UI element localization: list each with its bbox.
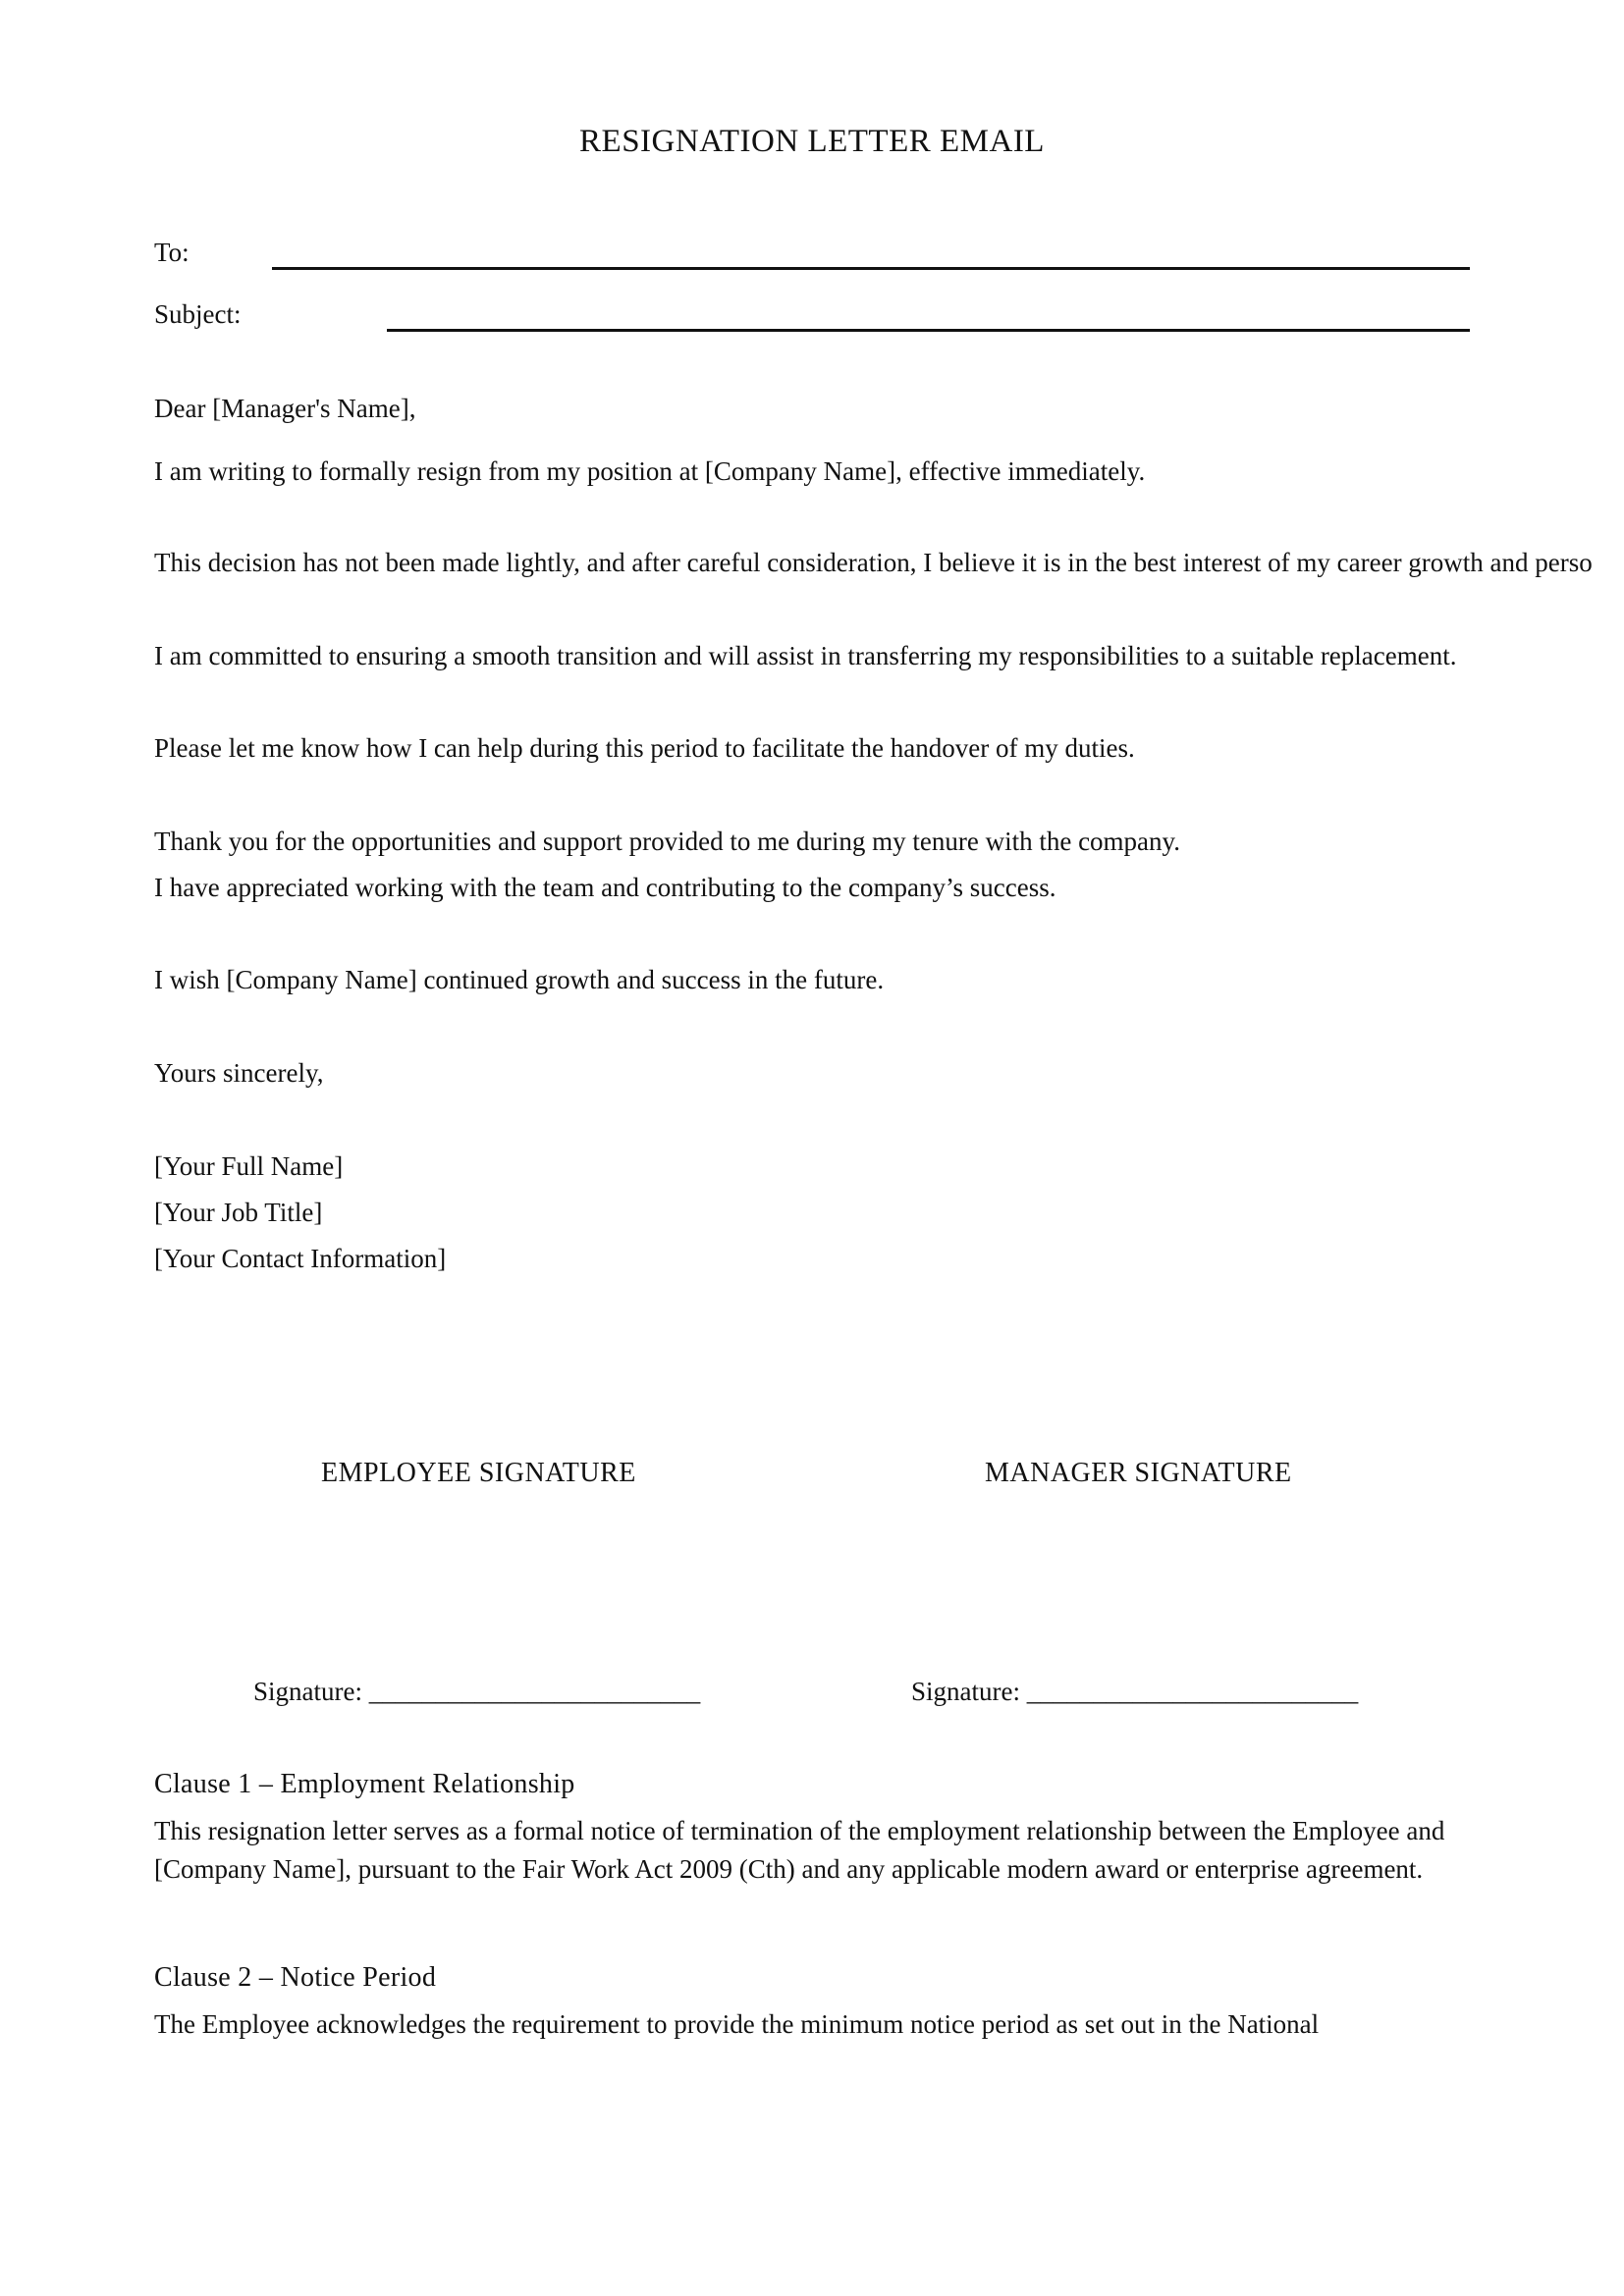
to-field-line[interactable] xyxy=(272,267,1470,270)
closing: Yours sincerely, xyxy=(154,1058,324,1088)
clause-2-body: The Employee acknowledges the requirement to provide the minimum notice period as set out in the National xyxy=(154,2009,1320,2039)
manager-signature-heading: MANAGER SIGNATURE xyxy=(985,1458,1292,1488)
document-title: RESIGNATION LETTER EMAIL xyxy=(579,124,1045,159)
paragraph-4: Please let me know how I can help during this period to facilitate the handover of my duties. xyxy=(154,733,1135,763)
clause-2-title: Clause 2 – Notice Period xyxy=(154,1962,437,1993)
manager-signature-line[interactable]: Signature: _________________________ xyxy=(911,1677,1359,1706)
subject-label: Subject: xyxy=(154,299,242,329)
clause-1-title: Clause 1 – Employment Relationship xyxy=(154,1769,575,1799)
paragraph-6: I have appreciated working with the team and contributing to the company’s success. xyxy=(154,873,1056,902)
paragraph-1: I am writing to formally resign from my position at [Company Name], effective immediately. xyxy=(154,456,1146,486)
greeting: Dear [Manager's Name], xyxy=(154,394,416,423)
paragraph-7: I wish [Company Name] continued growth and success in the future. xyxy=(154,965,885,994)
paragraph-5: Thank you for the opportunities and support provided to me during my tenure with the company. xyxy=(154,827,1181,856)
signoff-contact-info: [Your Contact Information] xyxy=(154,1244,447,1273)
paragraph-2: This decision has not been made lightly, and after careful consideration, I believe it is in the best interest of my career growth and perso xyxy=(154,548,1593,577)
employee-signature-line[interactable]: Signature: _________________________ xyxy=(253,1677,701,1706)
subject-field-line[interactable] xyxy=(387,329,1470,332)
signoff-job-title: [Your Job Title] xyxy=(154,1198,323,1227)
clause-1-body: This resignation letter serves as a formal notice of termination of the employment relationship between the Employee and [Company Name], pursuant to the Fair Work Act 2009 (Cth) and any applicable modern award or enterprise agreement. xyxy=(154,1816,1445,1884)
employee-signature-heading: EMPLOYEE SIGNATURE xyxy=(321,1458,636,1488)
to-label: To: xyxy=(154,238,189,267)
paragraph-3: I am committed to ensuring a smooth transition and will assist in transferring my responsibilities to a suitable replacement. xyxy=(154,641,1457,670)
signoff-full-name: [Your Full Name] xyxy=(154,1151,344,1181)
